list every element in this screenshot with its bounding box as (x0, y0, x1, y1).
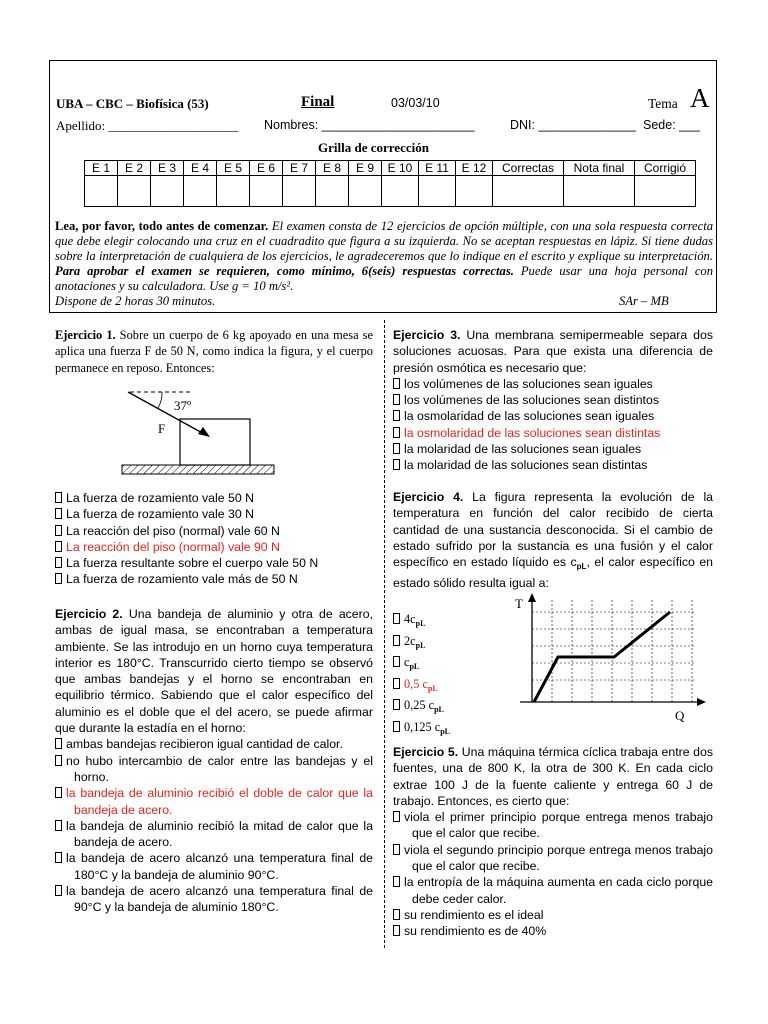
ex4-sub: pL (576, 562, 587, 572)
checkbox[interactable] (55, 738, 62, 749)
grid-blank-cell (493, 176, 564, 207)
checkbox[interactable] (393, 394, 400, 405)
checkbox[interactable] (393, 876, 400, 887)
authors: SAr – MB (619, 294, 669, 308)
ex2-option[interactable]: no hubo intercambio de calor entre las bandejas y el horno. (55, 753, 373, 786)
ex5-option[interactable]: viola el primer principio porque entrega menos trabajo que el calor que recibe. (393, 809, 713, 842)
checkbox[interactable] (55, 508, 62, 519)
checkbox[interactable] (393, 635, 400, 646)
ex4-option[interactable]: $c_{pL}$ (393, 654, 513, 676)
ex2-option[interactable]: la bandeja de aluminio recibió la mitad de calor que la bandeja de acero. (55, 818, 373, 851)
ex5-text: Una máquina térmica cíclica trabaja entre dos fuentes, una de 800 K, la otra de 300 K. En cada ciclo extrae 100 J de la fuente caliente y entrega 60 J de trabajo. Entonces, es cierto que: (393, 745, 713, 808)
grid-header-cell: Nota final (564, 161, 635, 176)
grid-title: Grilla de corrección (318, 140, 429, 155)
instructions (55, 219, 713, 309)
grid-blank-cell (349, 176, 382, 207)
grid-header-cell: E 5 (217, 161, 250, 176)
exercise-5 (393, 744, 713, 940)
correction-grid (84, 160, 696, 207)
ex5-option[interactable]: viola el segundo principio porque entrega menos trabajo que el calor que recibe. (393, 842, 713, 875)
checkbox[interactable] (393, 721, 400, 732)
grid-blank-cell (564, 176, 635, 207)
grid-blank-cell (85, 176, 118, 207)
checkbox[interactable] (55, 787, 62, 798)
ex3-text: Una membrana semipermeable separa dos soluciones acuosas. Para que exista una diferencia de presión osmótica es necesario que: (393, 328, 713, 375)
checkbox[interactable] (55, 492, 62, 503)
checkbox[interactable] (393, 678, 400, 689)
checkbox[interactable] (55, 885, 62, 896)
ex4-option[interactable]: $4c_{pL}$ (393, 611, 513, 633)
ex1-figure (118, 386, 278, 478)
ex5-option[interactable]: su rendimiento es el ideal (393, 907, 713, 923)
ex2-option[interactable]: la bandeja de acero alcanzó una temperatura final de 180°C y la bandeja de aluminio 90°C. (55, 850, 373, 883)
instructions-italic: El examen consta de 12 ejercicios de opción múltiple, con una sola respuesta correcta que debe elegir colocando una cruz en el cuadradito que figura a su izquierda. No se aceptan respuestas en lápiz. Si tiene dudas sobre la interpretación de cualquiera de los ejercicios, le agradeceremos que lo indique en el escrito y explique su interpretación. (55, 219, 714, 263)
grid-header-cell: E 10 (382, 161, 419, 176)
grid-header-cell: E 8 (316, 161, 349, 176)
grid-blank-cell (316, 176, 349, 207)
ex3-option[interactable]: la molaridad de las soluciones sean iguales (393, 441, 713, 457)
ex1-option[interactable]: La fuerza de rozamiento vale 50 N (55, 490, 373, 506)
checkbox[interactable] (393, 844, 400, 855)
force-label: F (158, 421, 166, 436)
grid-blank-cell (250, 176, 283, 207)
ex4-graph (510, 590, 710, 726)
ex3-option[interactable]: la osmolaridad de las soluciones sean iguales (393, 408, 713, 424)
ex1-option[interactable]: La fuerza de rozamiento vale más de 50 N (55, 571, 373, 587)
exercise-4 (393, 489, 713, 592)
ex3-option[interactable]: la molaridad de las soluciones sean distintas (393, 457, 713, 473)
instructions-pass: Para aprobar el examen se requieren, como mínimo, 6(seis) respuestas correctas. (55, 264, 514, 278)
ex2-title: Ejercicio 2. (55, 607, 123, 621)
ex2-option-correct[interactable]: la bandeja de aluminio recibió el doble de calor que la bandeja de acero. (55, 785, 373, 818)
grid-header-cell: E 4 (184, 161, 217, 176)
checkbox[interactable] (55, 755, 62, 766)
grid-header-cell: E 9 (349, 161, 382, 176)
checkbox[interactable] (55, 525, 62, 536)
grid-header-cell: E 11 (419, 161, 456, 176)
grid-blank-cell (382, 176, 419, 207)
ex2-text: Una bandeja de aluminio y otra de acero, ambas de igual masa, se encontraban a temperatura ambiente. Se las introdujo en un horno cuya temperatura interior es 180°C. Transcurrido cierto tiempo se observó que ambas bandejas y el horno se encontraban en equilibrio térmico. Sabiendo que el calor específico del aluminio es el doble que el del acero, se puede afirmar que durante la estadía en el horno: (55, 607, 373, 736)
checkbox[interactable] (393, 378, 400, 389)
ex4-text-b: , el calor específico en estado sólido resulta igual a: (393, 555, 713, 591)
checkbox[interactable] (393, 909, 400, 920)
checkbox[interactable] (393, 459, 400, 470)
ex4-option[interactable]: 0,25 $c_{pL}$ (393, 697, 513, 719)
ex1-option-correct[interactable]: La reacción del piso (normal) vale 90 N (55, 539, 373, 555)
ex4-option[interactable]: 0,125 $c_{pL}$ (393, 719, 513, 741)
checkbox[interactable] (393, 410, 400, 421)
ex4-title: Ejercicio 4. (393, 490, 464, 504)
ex3-option[interactable]: los volúmenes de las soluciones sean iguales (393, 376, 713, 392)
ex4-option[interactable]: $2c_{pL}$ (393, 633, 513, 655)
grid-blank-cell (217, 176, 250, 207)
ex5-option[interactable]: su rendimiento es de 40% (393, 923, 713, 939)
grid-blank-cell (635, 176, 696, 207)
ex1-title: Ejercicio 1. (55, 328, 116, 342)
table-surface (122, 465, 274, 474)
grid-header-cell: E 7 (283, 161, 316, 176)
grid-header-cell: E 2 (118, 161, 151, 176)
y-axis-arrow (528, 593, 536, 602)
checkbox[interactable] (393, 811, 400, 822)
x-axis-label: Q (675, 708, 685, 723)
x-axis-arrow (697, 698, 706, 706)
grid-blank-cell (151, 176, 184, 207)
instructions-time: Dispone de 2 horas 30 minutos. (55, 294, 216, 308)
ex1-option[interactable]: La fuerza de rozamiento vale 30 N (55, 506, 373, 522)
ex2-option[interactable]: la bandeja de acero alcanzó una temperatura final de 90°C y la bandeja de aluminio 180°C. (55, 883, 373, 916)
ex5-option[interactable]: la entropía de la máquina aumenta en cada ciclo porque debe ceder calor. (393, 874, 713, 907)
exercise-1 (55, 327, 373, 376)
ex1-option[interactable]: La reacción del piso (normal) vale 60 N (55, 523, 373, 539)
tema-label: Tema (648, 96, 678, 111)
grid-blank-cell (419, 176, 456, 207)
checkbox[interactable] (55, 557, 62, 568)
exam-title: Final (301, 94, 335, 110)
grid-header-cell: Correctas (493, 161, 564, 176)
checkbox[interactable] (393, 443, 400, 454)
grid-blank-cell (184, 176, 217, 207)
column-divider (384, 320, 385, 948)
grid-blank-cell (456, 176, 493, 207)
checkbox[interactable] (55, 573, 62, 584)
ex4-text-a: La figura representa la evolución de la temperatura en función del calor recibido de cierta cantidad de una sustancia desconocida. Si el cambio de estado sufrido por la sustancia es una fusión y el calor específico en estado líquido es c (393, 490, 714, 570)
exercise-3 (393, 327, 713, 474)
ex5-title: Ejercicio 5. (393, 745, 459, 759)
checkbox[interactable] (55, 820, 62, 831)
y-axis-label: T (515, 596, 523, 611)
ex3-title: Ejercicio 3. (393, 328, 461, 342)
checkbox[interactable] (55, 541, 62, 552)
tema-letter: A (690, 83, 710, 113)
checkbox[interactable] (393, 699, 400, 710)
temperature-curve (534, 612, 670, 702)
ex1-text: Sobre un cuerpo de 6 kg apoyado en una mesa se aplica una fuerza F de 50 N, como indica la figura, y el cuerpo permanece en reposo. Entonces: (55, 328, 373, 375)
exercise-2 (55, 606, 373, 916)
sede-field[interactable]: Sede: ___ (643, 118, 700, 132)
graph-gridlines (532, 600, 696, 702)
ex3-option[interactable]: los volúmenes de las soluciones sean distintos (393, 392, 713, 408)
force-arrow (128, 392, 206, 435)
dni-field[interactable]: DNI: ______________ (510, 118, 636, 132)
grid-header-cell: E 6 (250, 161, 283, 176)
angle-arc (158, 392, 162, 408)
checkbox[interactable] (393, 925, 400, 936)
grid-blank-cell (118, 176, 151, 207)
grid-header-cell: Corrigió (635, 161, 696, 176)
ex4-options (393, 611, 513, 740)
exam-date: 03/03/10 (391, 96, 440, 110)
apellido-field[interactable]: Apellido: ____________________ (56, 118, 239, 133)
instructions-tail: Puede usar una hoja personal con anotaciones y su calculadora. Use g = 10 m/s². (55, 264, 713, 293)
ex1-options (55, 490, 373, 588)
ex2-option[interactable]: ambas bandejas recibieron igual cantidad de calor. (55, 736, 373, 752)
checkbox[interactable] (55, 852, 62, 863)
ex1-option[interactable]: La fuerza resultante sobre el cuerpo vale 50 N (55, 555, 373, 571)
checkbox[interactable] (393, 427, 400, 438)
instructions-bold: Lea, por favor, todo antes de comenzar. (55, 219, 269, 233)
checkbox[interactable] (393, 613, 400, 624)
nombres-field[interactable]: Nombres: ______________________ (264, 118, 475, 132)
angle-label: 37º (174, 398, 192, 413)
grid-header-cell: E 12 (456, 161, 493, 176)
ex3-option-correct[interactable]: la osmolaridad de las soluciones sean distintas (393, 425, 713, 441)
grid-header-cell: E 1 (85, 161, 118, 176)
grid-header-cell: E 3 (151, 161, 184, 176)
course-title: UBA – CBC – Biofísica (53) (56, 96, 209, 111)
checkbox[interactable] (393, 656, 400, 667)
grid-blank-cell (283, 176, 316, 207)
ex4-option-correct[interactable]: 0,5 $c_{pL}$ (393, 676, 513, 698)
